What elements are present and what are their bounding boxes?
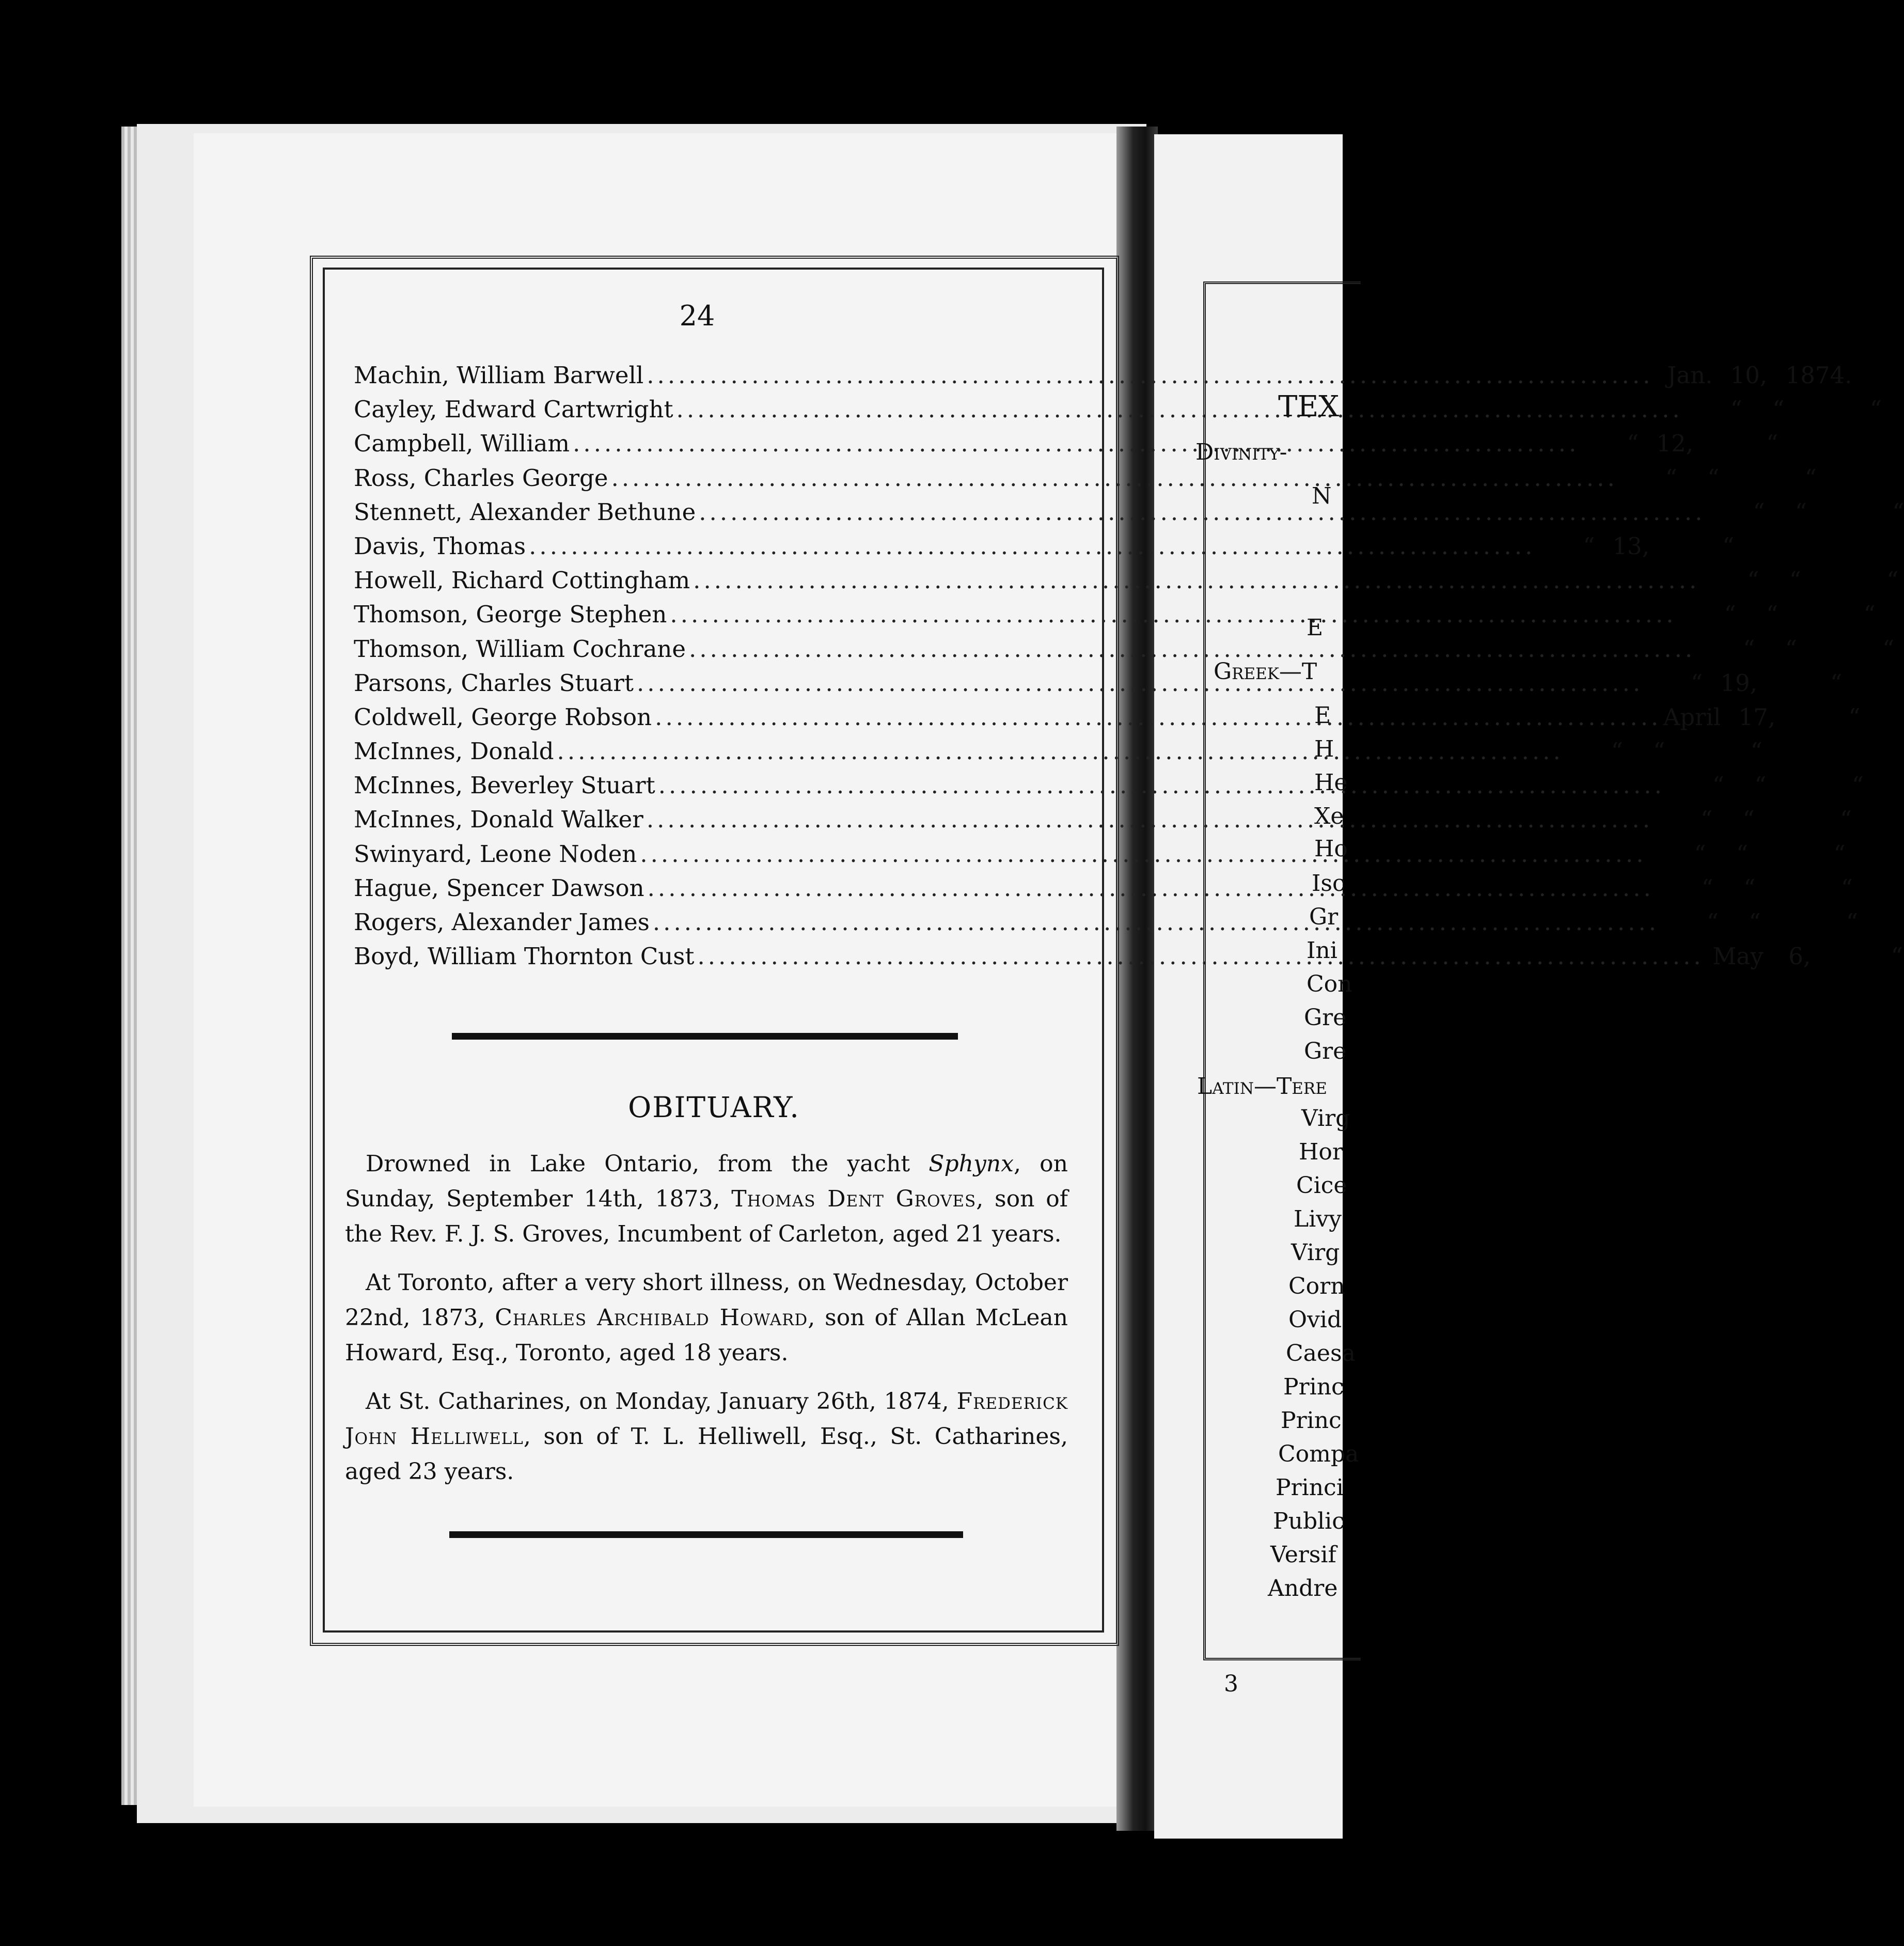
right-page-line: Virg [1301, 1105, 1350, 1132]
right-page-line: H [1314, 736, 1334, 762]
roll-name: Rogers, Alexander James [354, 908, 650, 936]
right-page-line: Isc [1312, 870, 1345, 897]
roll-entry [354, 532, 1735, 567]
right-page-line: Latin—Tere [1197, 1073, 1327, 1100]
roll-name: Howell, Richard Cottingham [354, 567, 690, 594]
roll-month: “ [1701, 806, 1713, 834]
leader-dots [653, 908, 1659, 936]
roll-month: May [1712, 943, 1764, 970]
roll-year: 1874. [1785, 362, 1852, 389]
leader-dots [573, 430, 1579, 457]
leader-dots [640, 840, 1646, 868]
roll-year: “ [1851, 772, 1864, 799]
right-page-line: N [1312, 483, 1332, 509]
right-page-line: Greek—T [1214, 658, 1317, 685]
leader-dots [637, 669, 1643, 697]
roll-month: “ [1583, 532, 1595, 560]
obituary-entry: At Toronto, after a very short illness, on Wednesday, October 22nd, 1873, Charles Archibald Howard, son of Allan McLean Howard, Esq., Toronto, aged 18 years. [345, 1269, 1068, 1366]
roll-month: April [1663, 703, 1721, 731]
roll-month: “ [1747, 567, 1759, 594]
roll-year: “ [1891, 943, 1903, 970]
roll-name: Boyd, William Thornton Cust [354, 943, 695, 970]
roll-day: 17, [1738, 703, 1776, 731]
roll-year: “ [1846, 908, 1859, 936]
roll-name: Thomson, William Cochrane [354, 635, 686, 663]
roll-month: “ [1611, 737, 1623, 765]
right-page-line: Princi [1276, 1474, 1344, 1501]
roll-year: “ [1804, 464, 1817, 492]
right-page-number: 3 [1224, 1671, 1238, 1697]
leader-dots [647, 806, 1653, 833]
right-page-line: Public [1273, 1508, 1345, 1534]
roll-month: “ [1701, 874, 1713, 902]
deceased-name: Thomas Dent Groves [731, 1186, 977, 1212]
right-page-line: Con [1307, 971, 1352, 997]
roll-day: “ [1754, 772, 1767, 799]
right-page-line: Ho [1314, 836, 1348, 862]
roll-day: 19, [1720, 669, 1757, 697]
roll-year: “ [1886, 567, 1899, 594]
roll-day: 12, [1656, 430, 1694, 458]
right-page-line: Cice [1296, 1172, 1347, 1199]
deceased-name: Charles Archibald Howard [495, 1305, 808, 1331]
right-page-line: Princ [1283, 1374, 1344, 1400]
leader-dots [655, 703, 1661, 731]
right-page-line: Ovid [1288, 1307, 1342, 1333]
roll-month: “ [1753, 498, 1765, 526]
roll-day: “ [1736, 840, 1749, 868]
right-page-line: Virg [1291, 1239, 1340, 1266]
roll-month: “ [1665, 464, 1677, 492]
leader-dots [658, 772, 1665, 799]
roll-day: “ [1789, 567, 1801, 594]
right-page-line: E [1314, 702, 1331, 729]
right-page-line: Livy [1294, 1206, 1342, 1232]
leader-dots [670, 601, 1676, 628]
roll-day: 6, [1788, 943, 1811, 970]
right-page-line: E [1307, 615, 1324, 641]
roll-year: “ [1863, 601, 1876, 629]
roll-day: “ [1707, 464, 1720, 492]
right-page-line: Gre [1304, 1005, 1347, 1031]
roll-name: Swinyard, Leone Noden [354, 840, 637, 868]
roll-year: “ [1840, 874, 1853, 902]
roll-name: McInnes, Beverley Stuart [354, 772, 655, 799]
obituary-heading: OBITUARY. [628, 1091, 800, 1124]
obituary-entry: Drowned in Lake Ontario, from the yacht Sphynx, on Sunday, September 14th, 1873, Thomas Dent Groves, son of the Rev. F. J. S. Groves, Incumbent of Carleton, aged 21 years. [345, 1151, 1068, 1247]
roll-year: “ [1840, 806, 1852, 834]
leader-dots [699, 498, 1705, 526]
yacht-name: Sphynx [929, 1151, 1014, 1177]
roll-month: “ [1691, 669, 1703, 697]
right-page-line: Compa [1278, 1441, 1359, 1467]
leader-dots [676, 396, 1683, 423]
closing-rule [449, 1531, 963, 1538]
roll-year: “ [1848, 703, 1861, 731]
roll-day: “ [1766, 601, 1779, 629]
leader-dots [557, 737, 1564, 765]
right-page-line: Xe [1314, 803, 1344, 829]
roll-name: Campbell, William [354, 430, 570, 458]
roll-month: “ [1724, 601, 1736, 629]
roll-name: McInnes, Donald Walker [354, 806, 643, 834]
roll-day: “ [1743, 874, 1756, 902]
roll-name: Thomson, George Stephen [354, 601, 667, 629]
right-page-line: Ini [1307, 937, 1337, 964]
page-number: 24 [679, 300, 715, 332]
roll-entry [354, 464, 1817, 498]
roll-entry [354, 601, 1876, 635]
roll-day: “ [1772, 396, 1785, 423]
roll-day: “ [1653, 737, 1665, 765]
roll-name: Cayley, Edward Cartwright [354, 396, 673, 423]
roll-year: “ [1869, 396, 1882, 423]
section-rule [452, 1033, 958, 1040]
roll-year: “ [1882, 635, 1895, 663]
roll-day: “ [1785, 635, 1797, 663]
roll-day: 13, [1612, 532, 1650, 560]
right-page-line: Divinity- [1195, 439, 1287, 465]
roll-month: “ [1730, 396, 1742, 423]
leader-dots [647, 362, 1653, 389]
roll-day: “ [1795, 498, 1807, 526]
right-page-line: Corn [1288, 1273, 1345, 1299]
roll-name: Coldwell, George Robson [354, 703, 652, 731]
right-page-line: Gre [1304, 1038, 1347, 1064]
leader-dots [611, 464, 1618, 492]
roll-name: Hague, Spencer Dawson [354, 874, 644, 902]
roll-month: “ [1627, 430, 1639, 458]
leader-dots [689, 635, 1695, 663]
leader-dots [529, 532, 1535, 560]
roll-entry [354, 703, 1861, 737]
roll-name: Ross, Charles George [354, 464, 608, 492]
deceased-name: Frederick John Helliwell [345, 1388, 1068, 1450]
roll-entry [354, 567, 1899, 601]
right-page-line: Andre [1268, 1575, 1338, 1602]
roll-year: “ [1750, 737, 1763, 765]
leader-dots [648, 874, 1654, 902]
roll-month: “ [1712, 772, 1724, 799]
roll-entry [354, 737, 1763, 772]
roll-year: “ [1766, 430, 1779, 458]
right-page-title: TEX [1278, 390, 1340, 423]
roll-entry [354, 635, 1895, 669]
right-page-line: Gr [1309, 904, 1339, 930]
roll-day: 10, [1730, 362, 1768, 389]
right-page-line: He [1314, 770, 1348, 796]
roll-entry [354, 362, 1852, 396]
roll-name: Parsons, Charles Stuart [354, 669, 634, 697]
roll-name: Davis, Thomas [354, 532, 526, 560]
obituary-entry: At St. Catharines, on Monday, January 26th, 1874, Frederick John Helliwell, son of T. L. Helliwell, Esq., St. Catharines, aged 23 years. [345, 1388, 1068, 1485]
roll-month: “ [1707, 908, 1719, 936]
roll-name: Machin, William Barwell [354, 362, 644, 389]
roll-year: “ [1833, 840, 1846, 868]
right-page-line: Versif [1270, 1542, 1336, 1568]
roll-year: “ [1892, 498, 1904, 526]
leader-dots [693, 567, 1700, 594]
right-page-line: Caesa [1286, 1340, 1356, 1367]
roll-entry [354, 498, 1904, 532]
roll-name: McInnes, Donald [354, 737, 554, 765]
right-page-line: Princ [1281, 1407, 1342, 1434]
roll-year: “ [1830, 669, 1843, 697]
roll-month: “ [1743, 635, 1755, 663]
roll-day: “ [1749, 908, 1761, 936]
right-page-line: Hor [1299, 1139, 1343, 1165]
roll-month: Jan. [1667, 362, 1713, 389]
leader-dots [697, 943, 1704, 970]
roll-month: “ [1694, 840, 1706, 868]
roll-day: “ [1742, 806, 1755, 834]
roll-name: Stennett, Alexander Bethune [354, 498, 696, 526]
roll-year: “ [1722, 532, 1735, 560]
